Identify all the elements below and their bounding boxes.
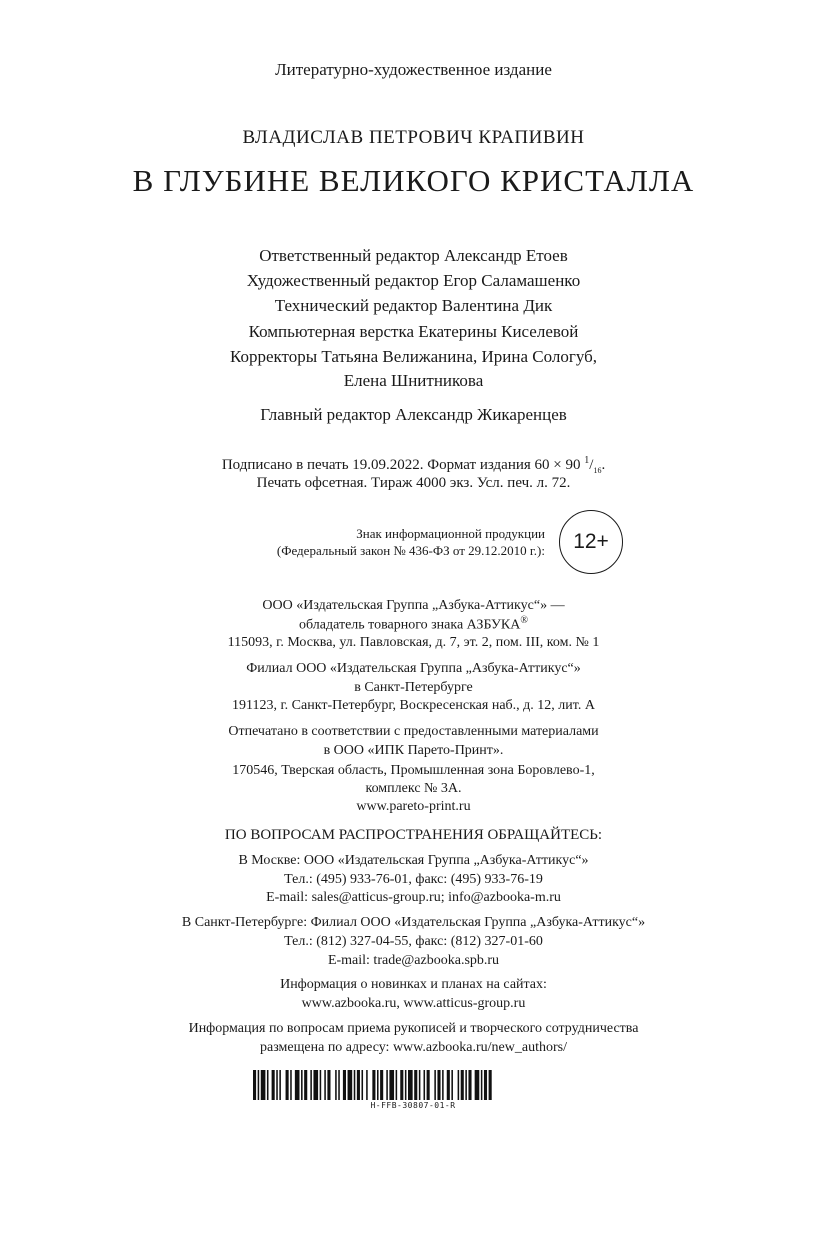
news-websites: www.azbooka.ru, www.atticus-group.ru — [301, 996, 526, 1011]
barcode-bar — [484, 1070, 487, 1100]
printer-line: Отпечатано в соответствии с предоставленными материалами — [228, 724, 599, 739]
printer-website: www.pareto-print.ru — [356, 799, 471, 814]
barcode-bar — [447, 1070, 450, 1100]
barcode-bar — [279, 1070, 281, 1100]
staff-line: Художественный редактор Егор Саламашенко — [246, 271, 581, 290]
distribution-spb: В Санкт-Петербурге: Филиал ООО «Издательская Группа „Азбука-Аттикус“» — [181, 915, 646, 930]
barcode-bar — [424, 1070, 426, 1100]
age-rating-label: Знак информационной продукции — [356, 526, 545, 541]
barcode-bar — [489, 1070, 492, 1100]
barcode-bar — [434, 1070, 436, 1100]
author-name: ВЛАДИСЛАВ ПЕТРОВИЧ КРАПИВИН — [242, 127, 585, 148]
distribution-moscow-email: E-mail: sales@atticus-group.ru; info@azbooka-m.ru — [266, 890, 561, 905]
barcode-bar — [389, 1070, 394, 1100]
barcode-bar — [475, 1070, 480, 1100]
registered-mark: ® — [520, 615, 528, 626]
staff-line: Технический редактор Валентина Дик — [274, 296, 553, 315]
barcode-bar — [461, 1070, 464, 1100]
chief-editor: Главный редактор Александр Жикаренцев — [260, 405, 567, 424]
barcode-bar — [261, 1070, 266, 1100]
barcode-bar — [290, 1070, 292, 1100]
staff-line: Корректоры Татьяна Велижанина, Ирина Сологуб, — [229, 347, 598, 366]
barcode-bar — [343, 1070, 346, 1100]
publisher-address: 115093, г. Москва, ул. Павловская, д. 7, эт. 2, пом. III, ком. № 1 — [227, 635, 600, 650]
barcode — [253, 1070, 573, 1100]
manuscripts-info: Информация по вопросам приема рукописей и творческого сотрудничества — [188, 1021, 639, 1036]
barcode-bar — [301, 1070, 303, 1100]
print-info-line2: Печать офсетная. Тираж 4000 экз. Усл. печ. л. 72. — [256, 475, 571, 491]
staff-line: Ответственный редактор Александр Етоев — [259, 246, 568, 265]
barcode-bar — [357, 1070, 360, 1100]
distribution-moscow-phone: Тел.: (495) 933-76-01, факс: (495) 933-76-19 — [284, 872, 543, 887]
printer-line: комплекс № 3А. — [365, 781, 462, 796]
barcode-bar — [354, 1070, 356, 1100]
publisher-name: ООО «Издательская Группа „Азбука-Аттикус“» — — [262, 598, 565, 613]
barcode-bar — [442, 1070, 444, 1100]
news-info: Информация о новинках и планах на сайтах: — [280, 977, 547, 992]
barcode-bar — [396, 1070, 398, 1100]
barcode-bar — [313, 1070, 318, 1100]
barcode-bar — [458, 1070, 460, 1100]
barcode-text: H-FFB-30807-01-R — [370, 1101, 456, 1110]
barcode-bar — [414, 1070, 417, 1100]
book-title: В ГЛУБИНЕ ВЕЛИКОГО КРИСТАЛЛА — [132, 163, 695, 198]
barcode-bar — [327, 1070, 330, 1100]
print-format: Подписано в печать 19.09.2022. Формат издания 60 × 90 — [221, 457, 581, 473]
barcode-bar — [380, 1070, 383, 1100]
branch-name: Филиал ООО «Издательская Группа „Азбука-Аттикус“» — [246, 661, 581, 676]
branch-address: 191123, г. Санкт-Петербург, Воскресенская наб., д. 12, лит. А — [232, 698, 595, 713]
edition-type: Литературно-художественное издание — [275, 60, 552, 79]
barcode-bar — [253, 1070, 256, 1100]
barcode-bar — [465, 1070, 467, 1100]
barcode-bar — [267, 1070, 269, 1100]
distribution-moscow: В Москве: ООО «Издательская Группа „Азбука-Аттикус“» — [238, 853, 589, 868]
print-info-line1: Подписано в печать 19.09.2022. Формат издания 60 × 90 $^1/_{16}$. — [221, 455, 606, 475]
publisher-trademark — [0, 615, 827, 634]
distribution-spb-email: E-mail: trade@azbooka.spb.ru — [327, 953, 500, 968]
printer-line: в ООО «ИПК Парето-Принт». — [323, 743, 504, 758]
barcode-bar — [372, 1070, 375, 1100]
age-rating-law: (Федеральный закон № 436-ФЗ от 29.12.2010 г.): — [276, 543, 545, 558]
barcode-bar — [258, 1070, 260, 1100]
barcode-bar — [335, 1070, 337, 1100]
distribution-spb-phone: Тел.: (812) 327-04-55, факс: (812) 327-01-60 — [284, 934, 543, 949]
printer-line: 170546, Тверская область, Промышленная зона Боровлево-1, — [232, 763, 595, 778]
barcode-bar — [320, 1070, 322, 1100]
barcode-bar — [286, 1070, 289, 1100]
barcode-bar — [400, 1070, 403, 1100]
branch-city: в Санкт-Петербурге — [354, 680, 473, 695]
barcode-bar — [386, 1070, 388, 1100]
barcode-bar — [272, 1070, 275, 1100]
manuscripts-address: размещена по адресу: www.azbooka.ru/new_authors/ — [260, 1040, 567, 1055]
age-rating-badge: 12+ — [559, 510, 623, 574]
barcode-bar — [295, 1070, 300, 1100]
barcode-bar — [451, 1070, 453, 1100]
barcode-bar — [405, 1070, 407, 1100]
distribution-heading: ПО ВОПРОСАМ РАСПРОСТРАНЕНИЯ ОБРАЩАЙТЕСЬ: — [224, 827, 603, 843]
barcode-bar — [304, 1070, 307, 1100]
staff-line: Компьютерная верстка Екатерины Киселевой — [248, 322, 579, 341]
format-fraction-denominator: 16 — [593, 466, 602, 475]
barcode-bar — [338, 1070, 340, 1100]
staff-line: Елена Шнитникова — [343, 371, 484, 390]
barcode-bar — [427, 1070, 430, 1100]
barcode-bar — [437, 1070, 440, 1100]
barcode-bar — [348, 1070, 353, 1100]
barcode-bar — [366, 1070, 368, 1100]
barcode-bar — [362, 1070, 364, 1100]
format-fraction-numerator: 1 — [584, 455, 590, 466]
barcode-bar — [468, 1070, 471, 1100]
barcode-bar — [324, 1070, 326, 1100]
barcode-bar — [310, 1070, 312, 1100]
barcode-bar — [276, 1070, 278, 1100]
barcode-bar — [377, 1070, 379, 1100]
barcode-bar — [481, 1070, 483, 1100]
publisher-trademark-text: обладатель товарного знака АЗБУКА — [299, 617, 521, 633]
barcode-bar — [408, 1070, 413, 1100]
barcode-bar — [419, 1070, 421, 1100]
